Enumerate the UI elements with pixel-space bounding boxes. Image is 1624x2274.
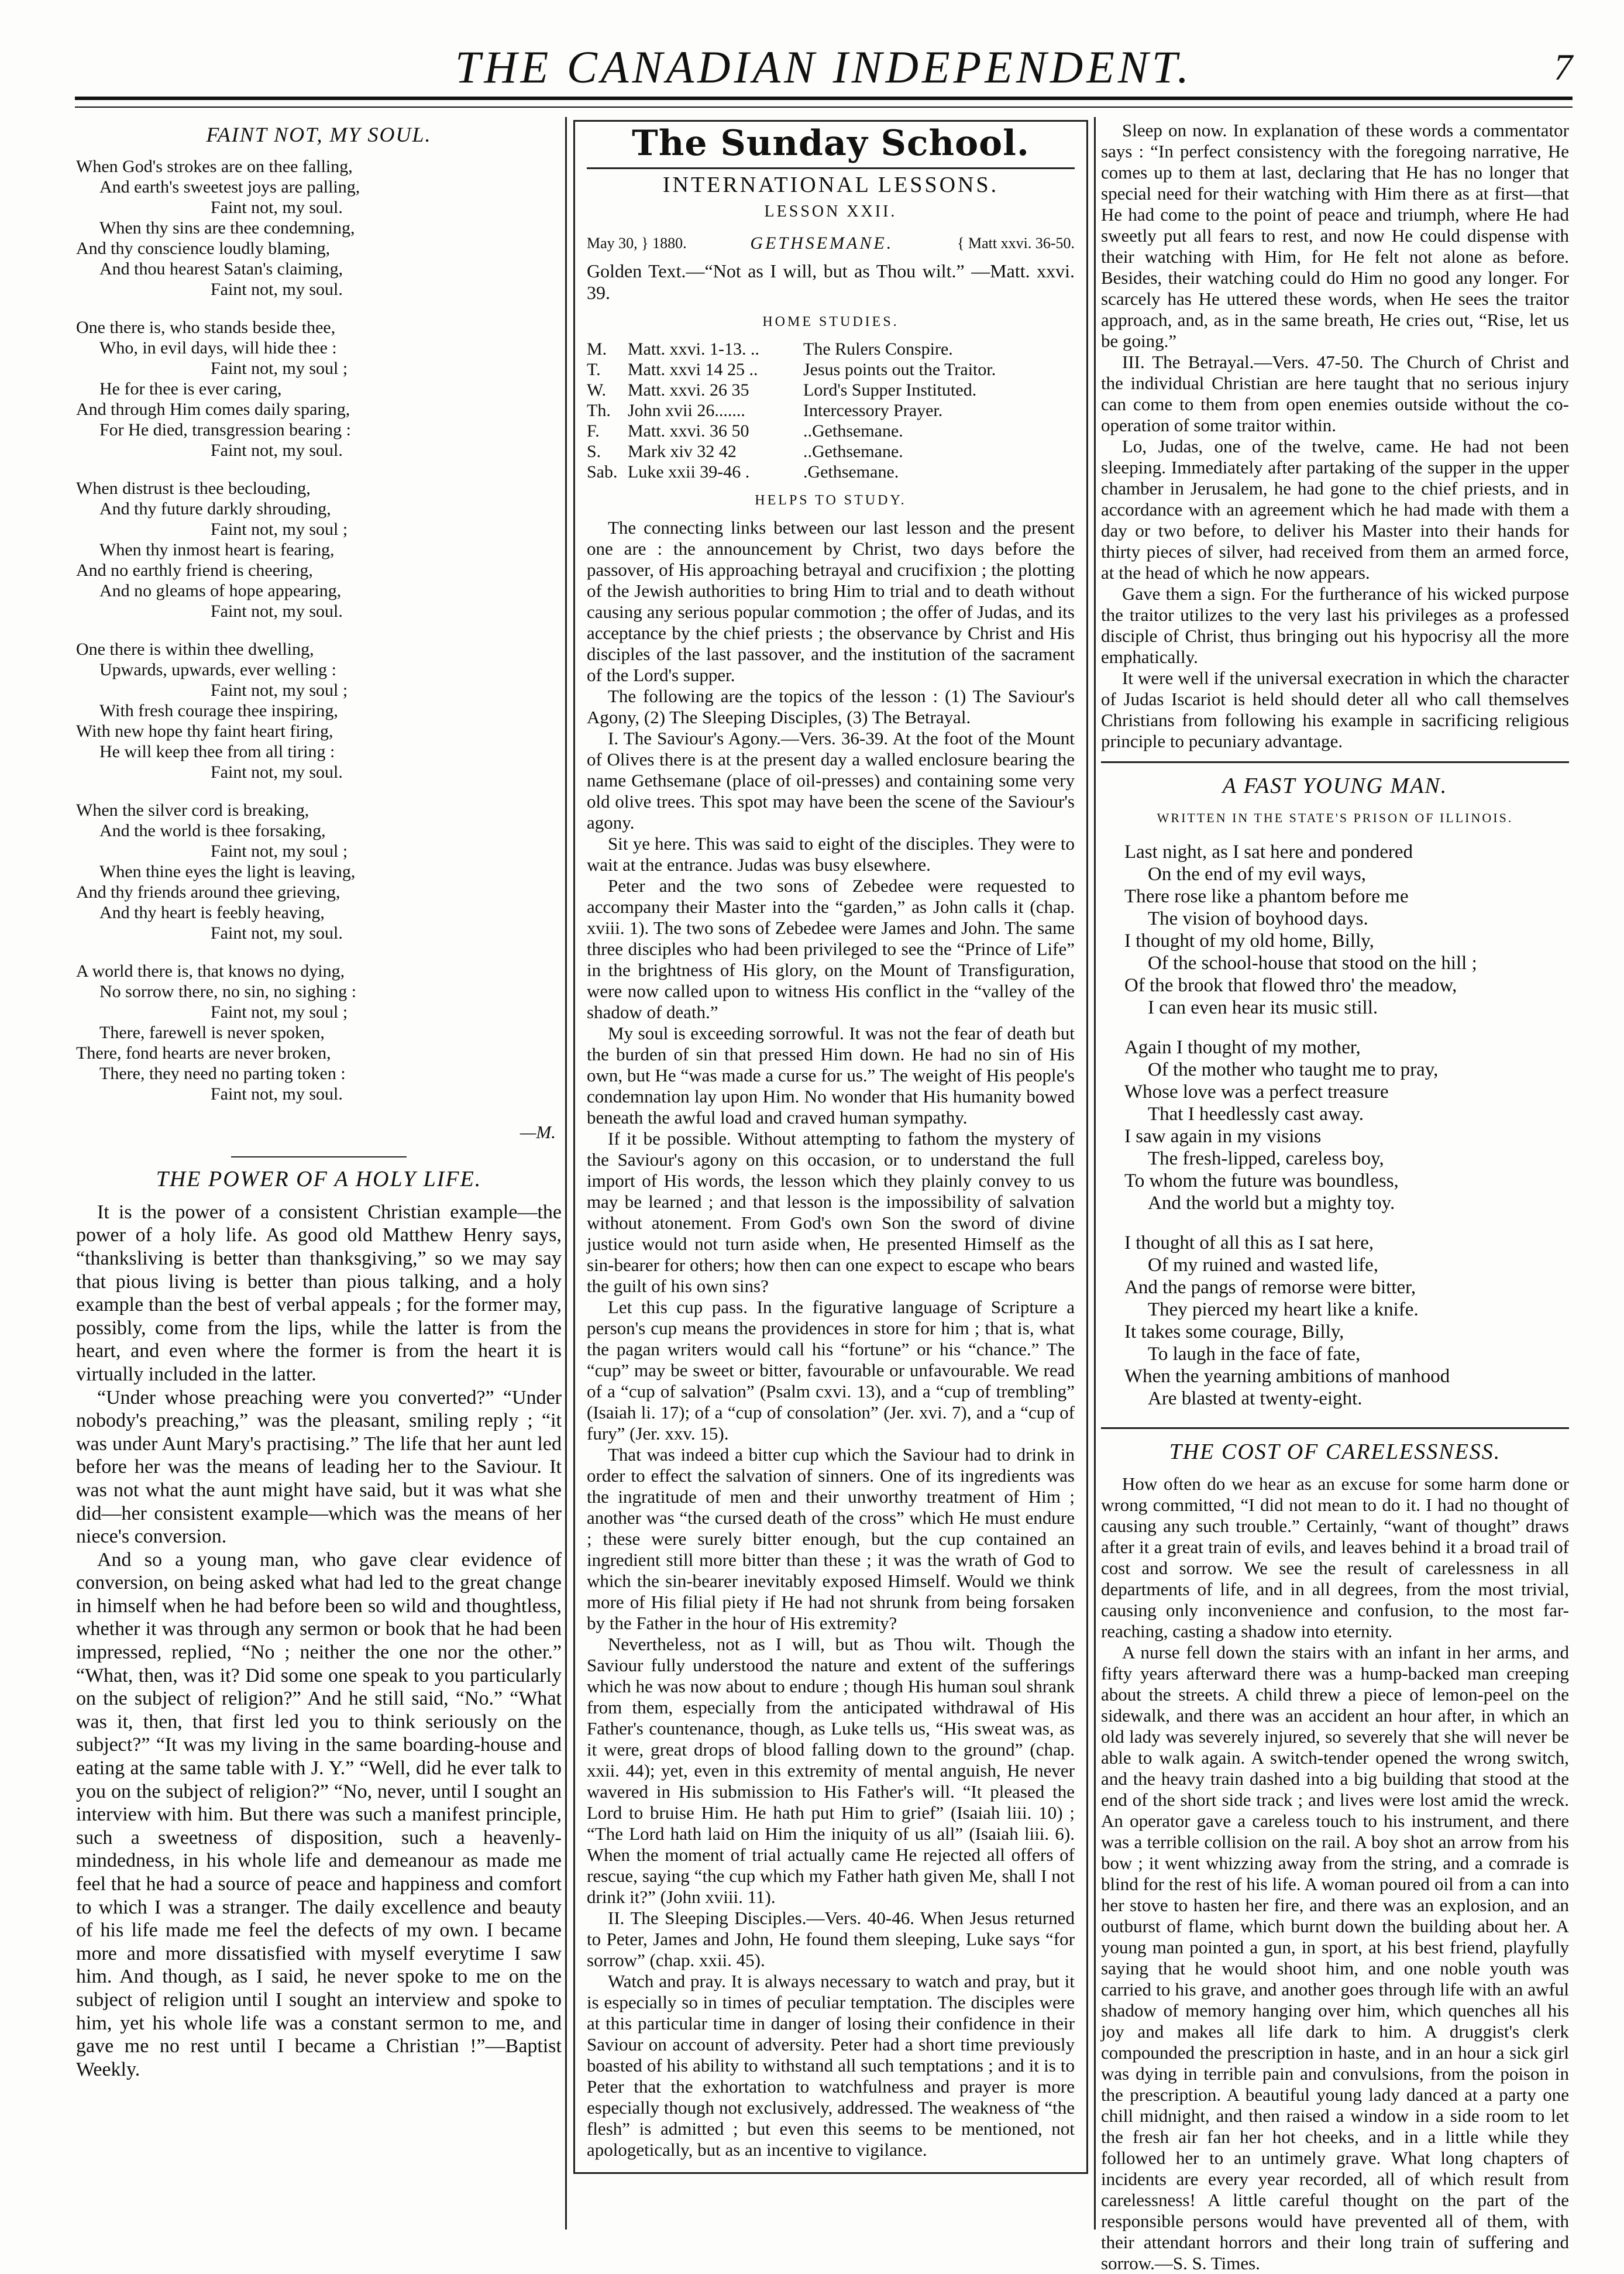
poem-line: Faint not, my soul. [211,601,343,621]
study-day: Th. [587,400,611,420]
divider [231,1156,407,1157]
poem-line: He will keep thee from all tiring : [99,741,335,761]
paragraph: Gave them a sign. For the furtherance of his wicked purpose the traitor utilizes to the very last his privileges as a professed disciple of Christ, thus bringing out his hypocrisy all the more emphatically. [1101,583,1569,667]
poem-line: Again I thought of my mother, [1124,1037,1361,1059]
poem-stanza [1124,1232,1569,1410]
poem-line: It takes some courage, Billy, [1124,1321,1344,1343]
article-title-carelessness: THE COST OF CARELESSNESS. [1169,1440,1501,1465]
paragraph: Sleep on now. In explanation of these words a commentator says : “In perfect consistency with the foregoing narrative, He comes up to them at last, declaring that He has no longer that special need for their watching with Him there as at first—that He had come to the point of peace and triumph, where He had sweetly put all fears to rest, and now He could dispense with their watching with Him, for He felt not alone as before. Besides, their watching could do Him no good any longer. For scarcely has He uttered these words, when He sees the traitor approach, and, as in the same breath, He cries out, “Rise, let us be going.” [1101,120,1569,351]
poem-line: There, farewell is never spoken, [99,1022,325,1042]
lesson-number: LESSON XXII. [764,202,897,221]
poem-line: When distrust is thee beclouding, [76,478,311,498]
paragraph: I. The Saviour's Agony.—Vers. 36-39. At the foot of the Mount of Olives there is at the present day a walled enclosure bearing the name Gethsemane (place of oil-presses) and containing some very old olive trees. This spot may have been the scene of the Saviour's agony. [587,727,1075,833]
study-reference: Matt. xxvi. 36 50 [628,421,749,441]
golden-text: Golden Text.—“Not as I will, but as Thou wilt.” —Matt. xxvi. 39. [587,260,1075,304]
sunday-school-box [573,120,1088,2174]
sunday-school-title: The Sunday School. [632,123,1030,164]
poem-line: I can even hear its music still. [1148,997,1378,1019]
poem-title-faint-not: FAINT NOT, MY SOUL. [206,123,432,146]
study-topic: .Gethsemane. [803,462,899,482]
divider [1101,1427,1569,1429]
poem-line: And through Him comes daily sparing, [76,399,350,419]
lesson-commentary [587,517,1075,2160]
poem-signature: —M. [519,1121,556,1142]
poem-line: And no gleams of hope appearing, [99,580,342,600]
study-reference: John xvii 26....... [628,400,745,420]
poem-fast-young-man [1101,841,1569,1410]
poem-line: Who, in evil days, will hide thee : [99,338,337,358]
poem-line: When thine eyes the light is leaving, [99,861,356,881]
page-header [75,28,1573,98]
poem-line: They pierced my heart like a knife. [1148,1299,1419,1321]
poem-faint-not [76,156,562,1104]
study-topic: Jesus points out the Traitor. [803,359,996,379]
poem-line: Faint not, my soul. [211,923,343,943]
poem-line: And thy friends around thee grieving, [76,882,340,902]
study-topic: Lord's Supper Instituted. [803,380,977,400]
poem-line: Faint not, my soul ; [211,358,348,378]
paragraph: Let this cup pass. In the figurative language of Scripture a person's cup means the providences in store for him ; that is, what the pagan writers would call his “fortune” or his “chance.” The “cup” may be sweet or bitter, favourable or unfavourable. We read of a “cup of salvation” (Psalm cxvi. 13), and a “cup of trembling” (Isaiah li. 17); of a “cup of consolation” (Jer. xvi. 7), and a “cup of fury” (Jer. xxv. 15). [587,1296,1075,1444]
poem-stanza [76,961,562,1104]
poem-line: And no earthly friend is cheering, [76,560,313,580]
poem-line: Faint not, my soul. [211,197,343,217]
poem-line: I thought of all this as I sat here, [1124,1232,1374,1254]
column-divider-2 [1094,117,1096,2230]
poem-line: There, fond hearts are never broken, [76,1043,331,1063]
poem-line: Faint not, my soul. [211,1084,343,1104]
paragraph: A nurse fell down the stairs with an infant in her arms, and fifty years afterward there was a hump-backed man creeping about the streets. A child threw a piece of lemon-peel on the sidewalk, and there was an accident an hour after, in which an old lady was severely injured, so severely that she will never be able to walk again. A switch-tender opened the wrong switch, and the heavy train dashed into a big building that stood at the end of the short side track ; and lives were lost amid the wreck. An operator gave a careless touch to his instrument, and there was a terrible collision on the rail. A boy shot an arrow from his bow ; it went whizzing away from the string, and a comrade is blind for the rest of his life. A woman poured oil from a can into her stove to hasten her fire, and there was an explosion, and an outburst of flame, which burnt down the building about her. A young man pointed a gun, in sport, at his best friend, playfully saying that he would shoot him, and one noble youth was carried to his grave, and another goes through life with an awful shadow of memory hanging over him, which quenches all his joy and makes all life dark to him. A druggist's clerk compounded the prescription in haste, and in an hour a sick girl was dying in terrible pain and convulsions, from the poison in the prescription. A beautiful young lady danced at a party one chill midnight, and then raised a window in a side room to let the fresh air fan her hot cheeks, and in a little while they followed her to an untimely grave. What long chapters of incidents are every year recorded, all of which result from carelessness! A little careful thought on the part of the responsible persons would have prevented all of them, with their attendant horrors and their long train of suffering and sorrow.—S. S. Times. [1101,1641,1569,2273]
column-divider-1 [565,117,567,2230]
paragraph: And so a young man, who gave clear evidence of conversion, on being asked what had led to the great change in himself when he had before been so wild and thoughtless, whether it was through any sermon or book that he had been impressed, replied, “No ; neither the one nor the other.” “What, then, was it? Did some one speak to you particularly on the subject of religion?” And he still said, “No.” “What was it, then, that first led you to think seriously on the subject?” “It was my living in the same boarding-house and eating at the same table with J. Y.” “Well, did he ever talk to you on the subject of religion?” “No, never, until I sought an interview with him. But there was such a manifest principle, such a sweetness of disposition, such a heavenly-mindedness, in his whole life and demeanour as made me feel that he had a source of peace and happiness and comfort to which I was a stranger. The daily excellence and beauty of his life made me feel the defects of my own. I became more and more dissatisfied with myself everytime I saw him. And though, as I said, he never spoke to me on the subject of religion until I sought an interview and spoke to him, yet his whole life was a constant sermon to me, and gave me no rest until I became a Christian !”—Baptist Weekly. [76,1548,562,2080]
poem-line: With new hope thy faint heart firing, [76,721,333,741]
divider [587,167,1075,169]
paragraph: Peter and the two sons of Zebedee were requested to accompany their Master into the “garden,” as John calls it (chap. xviii. 1). The two sons of Zebedee were James and John. The same three disciples who had been privileged to see the “Prince of Life” in the brightness of His glory, on the Mount of Transfiguration, were now called upon to witness His conflict in the “valley of the shadow of death.” [587,875,1075,1022]
study-day: F. [587,421,600,441]
poem-line: When thy inmost heart is fearing, [99,540,335,559]
poem-line: Upwards, upwards, ever welling : [99,659,336,679]
poem-line: With fresh courage thee inspiring, [99,700,338,720]
home-studies-heading: HOME STUDIES. [762,314,899,330]
column-2 [573,120,1088,2227]
poem-line: To whom the future was boundless, [1124,1170,1399,1192]
poem-line: Of my ruined and wasted life, [1148,1255,1379,1276]
paragraph: That was indeed a bitter cup which the Saviour had to drink in order to effect the salvation of sinners. One of its ingredients was the ingratitude of men and their unworthy treatment of Him ; another was “the cursed death of the cross” which He must endure ; these were surely bitter enough, but the cup contained an ingredient still more bitter than these ; it was the wrath of God to which the sin-bearer inevitably exposed Himself. Would we think more of His filial piety if He had not shrunk from being forsaken by the Father in the hour of His extremity? [587,1444,1075,1633]
poem-line: Faint not, my soul ; [211,519,348,539]
column-3 [1101,120,1569,2273]
paragraph: How often do we hear as an excuse for some harm done or wrong committed, “I did not mean to do it. I had no thought of causing any such trouble.” Certainly, “want of thought” draws after it a great train of evils, and leaves behind it a broad trail of cost and sorrow. We see the result of carelessness in all departments of life, and in all degrees, from the most trivial, causing only inconvenience and confusion, to the most far-reaching, casting a shadow into eternity. [1101,1473,1569,1641]
poem-line: Whose love was a perfect treasure [1124,1081,1389,1103]
lesson-header [587,233,1075,254]
paragraph: If it be possible. Without attempting to fathom the mystery of the Saviour's agony on this occasion, or to understand the full import of His words, the lesson which they plainly convey to us may be learned ; and that lesson is the impossibility of salvation without atonement. From God's own Son the sword of divine justice would not turn aside when, He presented Himself as the sin-bearer for others; how then can one expect to escape who bears the guilt of his own sins? [587,1128,1075,1296]
poem-line: When the yearning ambitions of manhood [1124,1366,1450,1387]
poem-stanza [76,156,562,300]
poem-stanza [76,317,562,461]
study-day: T. [587,359,601,379]
poem-line: And the world is thee forsaking, [99,820,326,840]
poem-line: There rose like a phantom before me [1124,886,1409,908]
poem-line: Faint not, my soul ; [211,841,348,861]
home-study-row [587,441,1075,462]
poem-line: I saw again in my visions [1124,1126,1322,1148]
divider [1101,761,1569,763]
paragraph: The following are the topics of the lesson : (1) The Saviour's Agony, (2) The Sleeping Disciples, (3) The Betrayal. [587,685,1075,727]
poem-line: For He died, transgression bearing : [99,420,351,439]
poem-line: Faint not, my soul ; [211,680,348,700]
study-day: W. [587,380,607,400]
poem-line: And thy conscience loudly blaming, [76,238,331,258]
poem-line: And earth's sweetest joys are palling, [99,177,360,197]
international-lessons-heading: INTERNATIONAL LESSONS. [662,172,999,197]
study-topic: Intercessory Prayer. [803,400,943,420]
poem-line: And thou hearest Satan's claiming, [99,259,343,279]
study-day: Sab. [587,462,618,482]
poem-line: Of the brook that flowed thro' the meadow, [1124,975,1457,997]
poem-line: And thy future darkly shrouding, [99,499,331,518]
poem-line: Are blasted at twenty-eight. [1148,1388,1362,1410]
paragraph: “Under whose preaching were you converted?” “Under nobody's preaching,” was the pleasant, smiling reply ; “it was under Aunt Mary's practising.” The life that her aunt led before her was the means of leading her to the Saviour. It was not what the aunt might have said, but it was what she did—her consistent example—which was the means of her niece's conversion. [76,1386,562,1548]
lesson-name: GETHSEMANE. [750,233,894,253]
poem-line: And the pangs of remorse were bitter, [1124,1277,1416,1299]
study-reference: Luke xxii 39-46 . [628,462,750,482]
column-1 [76,120,562,2227]
poem-stanza [1124,1036,1569,1214]
paragraph: It were well if the universal execration in which the character of Judas Iscariot is held should deter all who call themselves Christians from following his example in sacrificing religious principle to pecuniary advantage. [1101,668,1569,751]
study-day: M. [587,339,607,359]
poem-title-fast-young-man: A FAST YOUNG MAN. [1222,774,1448,798]
paragraph: Lo, Judas, one of the twelve, came. He had not been sleeping. Immediately after partaking of the supper in the upper chamber in Jerusalem, he had gone to the chief priests, and in accordance with an agreement which he had made with them a day or two before, to deliver his Master into their hands for thirty pieces of silver, had received from them an armed force, at the head of which he now appears. [1101,436,1569,583]
home-study-row [587,400,1075,421]
paragraph: Sit ye here. This was said to eight of the disciples. They were to wait at the entrance. Judas was busy elsewhere. [587,833,1075,875]
article-holy-life [76,1201,562,2081]
study-reference: Matt. xxvi. 26 35 [628,380,749,400]
home-study-row [587,380,1075,400]
poem-line: That I heedlessly cast away. [1148,1104,1364,1125]
poem-stanza [76,639,562,782]
home-study-row [587,359,1075,380]
paragraph: The connecting links between our last lesson and the present one are : the announcement by Christ, two days before the passover, of His approaching betrayal and crucifixion ; the plotting of the Jewish authorities to bring Him to trial and to death without causing any serious popular commotion ; the offer of Judas, and its acceptance by the chief priests ; the observance by Christ and His disciples of the last passover, and the institution of the sacrament of the Lord's supper. [587,517,1075,685]
lesson-commentary-continued [1101,120,1569,752]
home-study-row [587,462,1075,482]
poem-line: And the world but a mighty toy. [1148,1193,1395,1214]
poem-line: When the silver cord is breaking, [76,800,309,820]
poem-line: Faint not, my soul. [211,279,343,299]
poem-line: He for thee is ever caring, [99,379,282,399]
poem-line: No sorrow there, no sin, no sighing : [99,981,357,1001]
poem-line: Faint not, my soul ; [211,1002,348,1022]
page-number: 7 [1554,46,1573,88]
poem-line: On the end of my evil ways, [1148,864,1367,885]
newspaper-title: THE CANADIAN INDEPENDENT. [455,42,1193,92]
poem-line: Faint not, my soul. [211,440,343,460]
lesson-date: May 30, } 1880. [587,234,687,252]
article-title-holy-life: THE POWER OF A HOLY LIFE. [156,1167,482,1192]
paragraph: Nevertheless, not as I will, but as Thou wilt. Though the Saviour fully understood the nature and extent of the sufferings which he was now about to endure ; though His human soul shrank from them, especially from the anticipated withdrawal of His Father's countenance, though, as Luke tells us, “His sweat was, as it were, great drops of blood falling down to the ground” (chap. xxii. 44); yet, even in this extremity of mental anguish, He never wavered in His submission to His Father's will. “It pleased the Lord to bruise Him. He hath put Him to grief” (Isaiah liii. 10) ; “The Lord hath laid on Him the iniquity of us all” (Isaiah liii. 6). When the moment of trial actually came He rejected all offers of rescue, saying “the cup which my Father hath given Me, shall I not drink it?” (John xviii. 11). [587,1633,1075,1907]
helps-heading: HELPS TO STUDY. [755,492,907,508]
poem-line: The fresh-lipped, careless boy, [1148,1148,1384,1170]
paragraph: III. The Betrayal.—Vers. 47-50. The Church of Christ and the individual Christian are here taught that no serious injury can come to them from open enemies outside without the co-operation of some traitor within. [1101,352,1569,435]
lesson-reference: { Matt xxvi. 36-50. [957,234,1075,252]
poem-line: When God's strokes are on thee falling, [76,156,353,176]
paragraph: It is the power of a consistent Christian example—the power of a holy life. As good old Matthew Henry says, “thanksliving is better than thanksgiving,” so we may say that pious living is better than pious talking, and a holy example than the best of verbal appeals ; for the former may, possibly, come from the lips, while the latter is from the heart, and even where the former is from the heart it is virtually included in the latter. [76,1201,562,1385]
article-carelessness [1101,1473,1569,2274]
poem-line: A world there is, that knows no dying, [76,961,345,981]
poem-line: One there is, who stands beside thee, [76,317,336,337]
study-topic: ..Gethsemane. [803,441,903,461]
paragraph: Watch and pray. It is always necessary to watch and pray, but it is especially so in times of peculiar temptation. The disciples were at this particular time in danger of losing their confidence in their Saviour on account of adversity. Peter had a short time previously boasted of his ability to withstand all such temptations ; and it is to Peter that the exhortation to watchfulness and prayer is more especially though not exclusively, addressed. The weakness of “the flesh” is admitted ; but even this seems to be mentioned, not apologetically, but as an incentive to vigilance. [587,1970,1075,2160]
header-rule-thin [75,107,1573,108]
poem-line: And thy heart is feebly heaving, [99,902,325,922]
poem-caption: WRITTEN IN THE STATE'S PRISON OF ILLINOIS. [1157,810,1513,825]
poem-line: Of the mother who taught me to pray, [1148,1059,1439,1081]
poem-line: I thought of my old home, Billy, [1124,930,1374,952]
study-reference: Matt. xxvi 14 25 .. [628,359,758,379]
paragraph: My soul is exceeding sorrowful. It was not the fear of death but the burden of sin that pressed Him down. He had no sin of His own, but He “was made a curse for us.” The weight of His people's condemnation lay upon Him. No wonder that His humanity bowed beneath the awful load and craved human sympathy. [587,1022,1075,1128]
home-studies-list [587,339,1075,482]
poem-line: Of the school-house that stood on the hill ; [1148,953,1477,974]
study-topic: The Rulers Conspire. [803,339,953,359]
poem-stanza [76,478,562,621]
poem-line: To laugh in the face of fate, [1148,1344,1361,1365]
header-rule [75,97,1573,100]
poem-line: One there is within thee dwelling, [76,639,314,659]
study-topic: ..Gethsemane. [803,421,903,441]
home-study-row [587,339,1075,359]
paragraph: II. The Sleeping Disciples.—Vers. 40-46. When Jesus returned to Peter, James and John, He found them sleeping, Luke says “for sorrow” (chap. xxii. 45). [587,1907,1075,1970]
study-day: S. [587,441,601,461]
poem-line: When thy sins are thee condemning, [99,218,355,238]
poem-stanza [76,800,562,943]
home-study-row [587,421,1075,441]
poem-line: The vision of boyhood days. [1148,908,1368,930]
poem-line: Faint not, my soul. [211,762,343,782]
poem-line: Last night, as I sat here and pondered [1124,841,1413,863]
study-reference: Matt. xxvi. 1-13. .. [628,339,759,359]
poem-stanza [1124,841,1569,1019]
study-reference: Mark xiv 32 42 [628,441,737,461]
poem-line: There, they need no parting token : [99,1063,346,1083]
